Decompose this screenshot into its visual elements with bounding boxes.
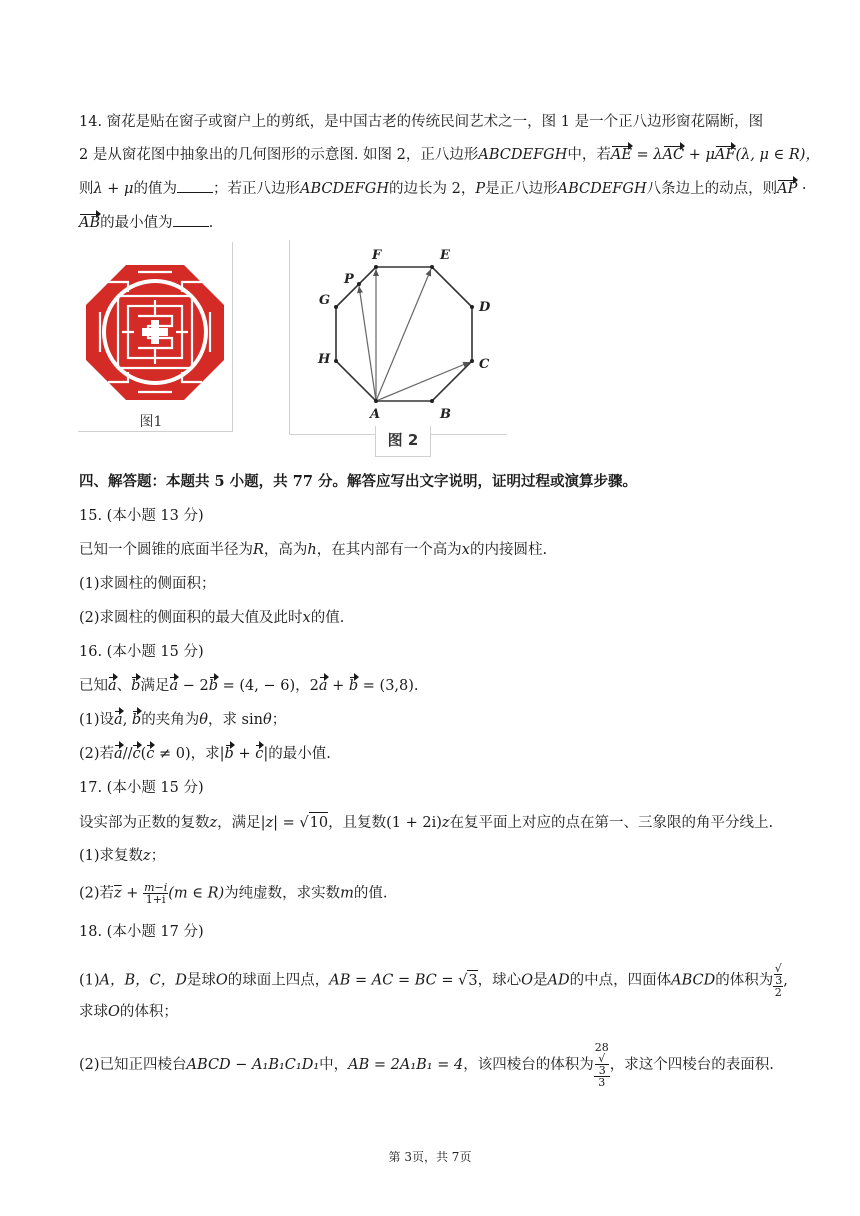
q16-eq-2a: + <box>327 678 349 694</box>
q15-part-2 <box>79 608 344 628</box>
q15-x: x <box>461 542 470 558</box>
point-label-p: P <box>344 272 354 287</box>
q16-stem <box>79 676 419 696</box>
vector-c-2: c <box>146 746 155 762</box>
q16-part-1d: ； <box>271 712 287 728</box>
q18-volume-fraction: √ 3 2 <box>774 962 783 999</box>
q14-text-4-end: . <box>208 215 214 231</box>
vertex-label-d: D <box>479 300 491 315</box>
q16-part-1b: 的夹角为 <box>141 712 200 728</box>
vertex-label-b: B <box>440 407 451 422</box>
q16-text-2: 满足 <box>140 678 170 694</box>
q15-text-2: ，高为 <box>263 542 308 558</box>
q17-part-1b: ； <box>150 848 166 864</box>
vector-a-4: a <box>114 712 123 728</box>
q17-part-1 <box>79 846 165 866</box>
q18-fv-sqrt: 3 <box>595 1064 609 1076</box>
q14-octagon-name: ABCDEFGH <box>478 147 568 163</box>
q16-part-1c: ，求 sin <box>207 712 263 728</box>
q18-text-2a: 求球 <box>79 1004 108 1020</box>
q15-part-2b: 的值. <box>310 610 345 626</box>
q14-text-2b: 中，若 <box>567 147 611 163</box>
q18-text-1h: , <box>783 972 788 989</box>
q17-plus: + <box>121 885 144 902</box>
q18-text-3d: ，求这个四棱台的表面积. <box>609 1057 774 1073</box>
q18-text-1b: 是球 <box>186 972 216 989</box>
figure-2 <box>289 240 507 435</box>
vertex-label-f: F <box>372 248 382 263</box>
q18-text-3a: (2)已知正四棱台 <box>79 1057 187 1073</box>
q18-ad: AD <box>547 972 570 989</box>
q14-text-3b: 的值为 <box>133 181 177 197</box>
q15-x-2: x <box>302 610 311 626</box>
q16-comma: , <box>122 712 132 728</box>
q16-part-1a: (1)设 <box>79 712 115 728</box>
vertex-label-g: G <box>319 293 331 308</box>
q14-line-2 <box>79 145 820 165</box>
vertex-label-e: E <box>440 248 450 263</box>
q18-equalities: AB = AC = BC = <box>329 972 459 989</box>
answer-blank-1 <box>177 178 213 193</box>
q16-theta: θ <box>199 712 208 728</box>
q17-abs-z: |z| = <box>260 815 300 831</box>
vector-b: b <box>131 678 141 694</box>
q18-text-1c: 的球面上四点， <box>227 972 330 989</box>
q15-stem <box>79 540 547 560</box>
q14-text-3d: 的边长为 2， <box>388 181 476 197</box>
q15-text-3: ，在其内部有一个高为 <box>316 542 462 558</box>
octagon-diagram <box>290 240 507 434</box>
q18-abcd: ABCD <box>671 972 716 989</box>
q14-text-2a: 2 是从窗花图中抽象出的几何图形的示意图. 如图 2，正八边形 <box>79 147 479 163</box>
vector-ab: AB <box>79 215 101 231</box>
q16-part-2c: ≠ 0)，求 <box>154 746 220 762</box>
q16-text-1: 已知 <box>79 678 108 694</box>
q18-frustum: ABCD − A₁B₁C₁D₁ <box>186 1057 320 1073</box>
vector-af: AF <box>714 147 736 163</box>
q14-line-3 <box>79 178 807 199</box>
section-4-heading: 四、解答题：本题共 5 小题，共 77 分。解答应写出文字说明，证明过程或演算步骤。 <box>79 473 637 490</box>
q17-text-1: 设实部为正数的复数 <box>79 815 210 831</box>
vector-b-5: b <box>224 746 234 762</box>
q17-sqrt-10: 10 <box>309 812 328 833</box>
vector-b-3: b <box>348 678 359 694</box>
q16-part-2e: 的最小值. <box>268 746 331 762</box>
q17-text-2: ，满足 <box>217 815 261 831</box>
q16-part-2a: (2)若 <box>79 746 115 762</box>
q16-abs-open: | <box>219 746 225 762</box>
q17-part-2a: (2)若 <box>79 885 115 902</box>
q14-octagon-name-3: ABCDEFGH <box>557 181 647 197</box>
q16-part-1 <box>79 710 286 730</box>
q14-point-p: P <box>475 181 486 197</box>
vertex-label-a: A <box>370 407 381 422</box>
q14-octagon-name-2: ABCDEFGH <box>299 181 389 197</box>
q17-part-2b: 为纯虚数，求实数 <box>224 885 341 902</box>
q14-text-1: 14. 窗花是贴在窗子或窗户上的剪纸，是中国古老的传统民间艺术之一，图 1 是一个正八边形窗花隔断，图 <box>79 114 764 130</box>
q17-z-2: z <box>441 815 450 831</box>
q14-condition: (λ, μ ∈ R)， <box>735 147 820 163</box>
q18-part-1-line-1: (1)A，B，C，D是球O的球面上四点，AB = AC = BC = √3，球心O是AD的中点，四面体ABCD的体积为 √ 3 2 , <box>79 962 788 999</box>
q16-sep: 、 <box>116 678 132 694</box>
q14-text-3a: 则 <box>79 181 94 197</box>
q17-heading: 17. (本小题 15 分) <box>79 780 204 796</box>
q18-heading: 18. (本小题 17 分) <box>79 924 204 940</box>
q18-text-2b: 的体积； <box>119 1004 178 1020</box>
q14-eq: = λ <box>631 147 663 163</box>
q18-edge-eq: AB = 2A₁B₁ = 4 <box>348 1057 464 1073</box>
q18-part-2 <box>79 1042 774 1088</box>
q18-text-1d: ，球心 <box>477 972 522 989</box>
q17-z: z <box>209 815 218 831</box>
q15-text-4: 的内接圆柱. <box>469 542 548 558</box>
q14-line-1 <box>79 112 763 132</box>
q15-part-2a: (2)求圆柱的侧面积的最大值及此时 <box>79 610 303 626</box>
vector-c: c <box>132 746 141 762</box>
q16-eq-2b: = (3,8). <box>358 678 419 694</box>
q16-abs-close: | <box>263 746 269 762</box>
q18-fv-num: 28 <box>594 1041 609 1054</box>
q14-lambda-mu: λ + μ <box>93 181 134 197</box>
q17-part-2 <box>79 882 388 905</box>
q17-complex: (1 + 2i) <box>386 815 442 831</box>
q15-h: h <box>307 542 317 558</box>
q18-o-3: O <box>108 1004 120 1020</box>
q17-m: m <box>340 885 354 902</box>
q16-part-2b: ( <box>140 746 147 762</box>
q15-heading: 15. (本小题 13 分) <box>79 508 204 524</box>
q17-z-3: z <box>143 848 151 864</box>
q16-theta-2: θ <box>262 712 272 728</box>
q18-text-1a: (1) <box>79 972 100 989</box>
vector-a-2: a <box>169 678 179 694</box>
vector-a-5: a <box>114 746 123 762</box>
vector-c-3: c <box>255 746 264 762</box>
q16-part-2d: + <box>233 746 256 762</box>
q18-o-2: O <box>521 972 533 989</box>
q17-part-2c: 的值. <box>353 885 388 902</box>
q17-text-4: 在复平面上对应的点在第一、三象限的角平分线上. <box>449 815 774 831</box>
q18-vol-num: 3 <box>775 974 783 987</box>
q14-line-4 <box>79 212 213 233</box>
q16-eq-1a: − 2 <box>178 678 209 694</box>
q18-vol-den: 2 <box>774 986 782 999</box>
vector-ae: AE <box>610 147 632 163</box>
vector-ac: AC <box>662 147 685 163</box>
q18-text-1f: 的中点，四面体 <box>569 972 672 989</box>
q17-fraction <box>143 882 168 905</box>
q17-part-1a: (1)求复数 <box>79 848 144 864</box>
figure-2-caption: 图 2 <box>375 426 431 457</box>
q17-frac-den: 1+i <box>145 893 166 906</box>
q18-o: O <box>215 972 228 989</box>
window-flower-image <box>78 242 232 431</box>
q17-stem: 设实部为正数的复数z，满足|z| = √10，且复数(1 + 2i)z在复平面上对应的点在第一、三象限的角平分线上. <box>79 812 773 833</box>
q18-part-1-line-2 <box>79 1002 178 1022</box>
q18-frustum-volume: 28 √ 3 3 <box>594 1041 609 1089</box>
q17-m-condition: (m ∈ R) <box>168 885 225 902</box>
figure-1-caption: 图1 <box>139 414 163 430</box>
q18-points: A，B，C，D <box>99 972 187 989</box>
vector-a-3: a <box>318 678 328 694</box>
q14-text-3c: ；若正八边形 <box>212 181 300 197</box>
vector-ap: AP <box>777 181 798 197</box>
q15-part-1: (1)求圆柱的侧面积； <box>79 576 216 592</box>
q17-frac-num: m−i <box>144 881 168 894</box>
q15-text-1: 已知一个圆锥的底面半径为 <box>79 542 253 558</box>
vector-a: a <box>108 678 117 694</box>
q14-text-4: 的最小值为 <box>100 215 173 231</box>
q18-text-1e: 是 <box>533 972 548 989</box>
q18-sqrt-3: 3 <box>467 970 477 991</box>
q18-text-3c: ，该四棱台的体积为 <box>463 1057 594 1073</box>
q14-text-3e: 是正八边形 <box>485 181 558 197</box>
q17-text-3: ，且复数 <box>328 815 387 831</box>
figure-1 <box>78 242 233 432</box>
q15-r: R <box>253 542 264 558</box>
vertex-label-c: C <box>479 357 490 372</box>
page-footer: 第 3页，共 7页 <box>388 1150 472 1164</box>
q14-text-3f: 八条边上的动点，则 <box>646 181 778 197</box>
q16-heading: 16. (本小题 15 分) <box>79 644 204 660</box>
q16-parallel: // <box>122 746 133 762</box>
q14-dot: · <box>797 181 807 197</box>
q18-text-3b: 中， <box>319 1057 349 1073</box>
q16-part-2 <box>79 744 331 764</box>
q14-plus: + μ <box>684 147 715 163</box>
vector-b-4: b <box>131 712 142 728</box>
answer-blank-2 <box>173 212 209 227</box>
vertex-label-h: H <box>318 352 331 367</box>
q18-fv-den: 3 <box>598 1076 606 1089</box>
q16-eq-1b: = (4, − 6)，2 <box>218 678 319 694</box>
vector-ap-line <box>359 286 376 401</box>
q17-z-bar: $\overline{z}$ <box>114 885 122 902</box>
vector-b-2: b <box>208 678 218 694</box>
q18-text-1g: 的体积为 <box>715 972 774 989</box>
